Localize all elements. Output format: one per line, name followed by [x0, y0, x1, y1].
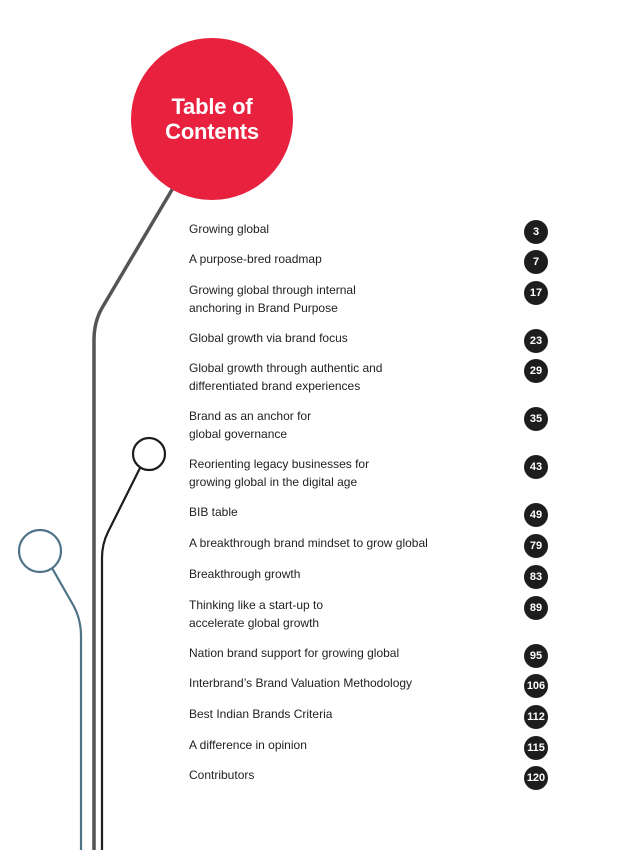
- page-number-badge: 106: [524, 674, 548, 698]
- teal-connector-line: [52, 568, 81, 850]
- toc-title-line: growing global in the digital age: [189, 474, 358, 489]
- toc-entry-title: [189, 251, 489, 269]
- toc-title-line: Thinking like a start-up to: [189, 598, 324, 612]
- title-line-1: Table of: [171, 94, 253, 119]
- toc-title-line: global governance: [189, 426, 288, 441]
- toc-entry[interactable]: [189, 597, 554, 637]
- toc-title-line: Interbrand’s Brand Valuation Methodology: [189, 676, 413, 690]
- toc-title-line: A purpose-bred roadmap: [189, 252, 322, 266]
- toc-title-line: Growing global through internal: [189, 283, 356, 297]
- toc-title-line: A breakthrough brand mindset to grow global: [189, 536, 428, 550]
- page-number-badge: 23: [524, 329, 548, 353]
- toc-title-line: Global growth via brand focus: [189, 331, 348, 345]
- toc-title-line: accelerate global growth: [189, 615, 320, 630]
- toc-entry-title: [189, 706, 489, 724]
- toc-title-line: Growing global: [189, 222, 270, 236]
- page-number-badge: 115: [524, 736, 548, 760]
- toc-entry-title: [189, 675, 489, 693]
- toc-entry-title: [189, 645, 489, 663]
- toc-title-line: BIB table: [189, 505, 238, 519]
- page-number-badge: 79: [524, 534, 548, 558]
- page-number-badge: 120: [524, 766, 548, 790]
- toc-entry[interactable]: [189, 360, 554, 400]
- gray-connector-line: [94, 188, 173, 850]
- toc-entry-title: [189, 737, 489, 755]
- toc-title-line: differentiated brand experiences: [189, 378, 361, 393]
- toc-entry[interactable]: [189, 767, 554, 807]
- black-ring: [133, 438, 165, 470]
- toc-title-line: Contributors: [189, 768, 255, 782]
- page-number-badge: 112: [524, 705, 548, 729]
- toc-title-line: Breakthrough growth: [189, 567, 301, 581]
- page-number-badge: 49: [524, 503, 548, 527]
- toc-entry-title: [189, 408, 489, 443]
- toc-entry-title: [189, 535, 489, 553]
- toc-entry-title: [189, 360, 489, 395]
- page-number-badge: 7: [524, 250, 548, 274]
- toc-entry-title: [189, 330, 489, 348]
- toc-entry[interactable]: [189, 456, 554, 496]
- toc-entry[interactable]: [189, 408, 554, 448]
- toc-title-line: anchoring in Brand Purpose: [189, 300, 338, 315]
- page-title: [152, 94, 272, 144]
- toc-entry-title: [189, 456, 489, 491]
- toc-title-line: Best Indian Brands Criteria: [189, 707, 333, 721]
- page-number-badge: 95: [524, 644, 548, 668]
- page-number-badge: 35: [524, 407, 548, 431]
- title-line-2: Contents: [165, 119, 259, 144]
- toc-title-line: Nation brand support for growing global: [189, 646, 400, 660]
- toc-entry-title: [189, 767, 489, 785]
- toc-title-line: Global growth through authentic and: [189, 361, 383, 375]
- page-number-badge: 43: [524, 455, 548, 479]
- page-number-badge: 89: [524, 596, 548, 620]
- toc-entry-title: [189, 504, 489, 522]
- toc-title-line: Reorienting legacy businesses for: [189, 457, 370, 471]
- page-number-badge: 3: [524, 220, 548, 244]
- page-number-badge: 17: [524, 281, 548, 305]
- toc-title-line: Brand as an anchor for: [189, 409, 312, 423]
- page-number-badge: 29: [524, 359, 548, 383]
- title-circle: [131, 38, 293, 200]
- toc-entry-title: [189, 221, 489, 239]
- toc-entry[interactable]: [189, 282, 554, 322]
- page-number-badge: 83: [524, 565, 548, 589]
- toc-entry-title: [189, 566, 489, 584]
- toc-entry-title: [189, 597, 489, 632]
- toc-entry-title: [189, 282, 489, 317]
- black-connector-line: [102, 468, 140, 850]
- teal-ring: [19, 530, 61, 572]
- toc-title-line: A difference in opinion: [189, 738, 307, 752]
